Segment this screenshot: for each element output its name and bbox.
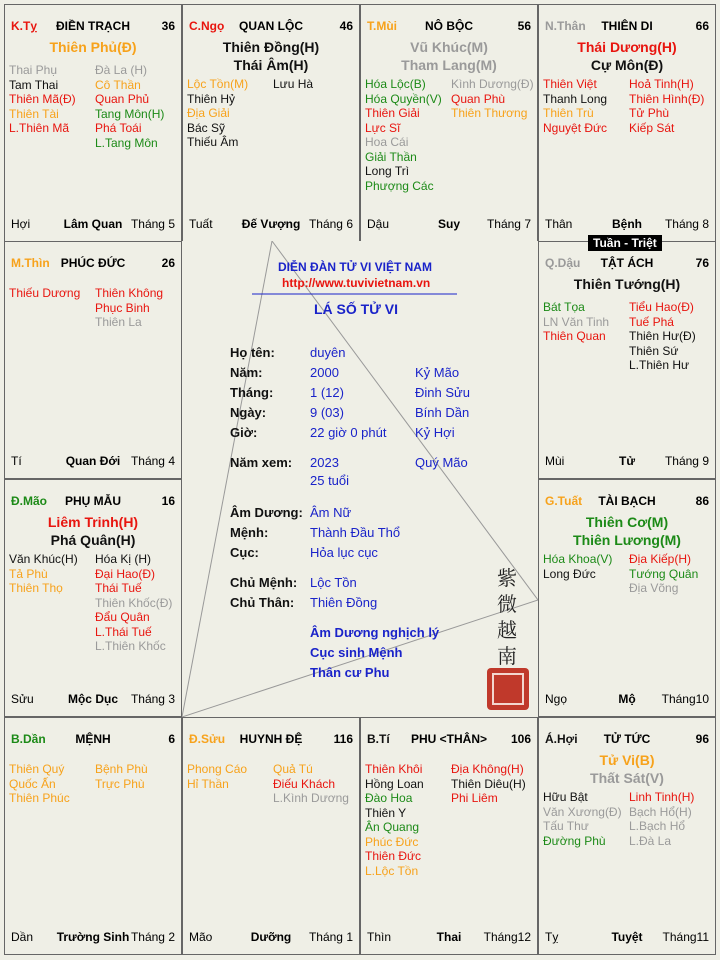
main-stars [361,38,537,74]
month-label: Tháng 3 [130,692,175,706]
palace-name: MỆNH [75,732,111,746]
palace-mui [360,4,538,242]
palace-header [545,256,709,272]
minor-star: Thiên Thọ [9,581,63,595]
info-label: Chủ Thân: [230,595,295,610]
minor-star: L.Kình Dương [273,791,349,805]
main-star: Thái Dương(H) [577,39,677,55]
main-star: Tử Vi(B) [599,752,655,768]
main-star: Thất Sát(V) [590,770,664,786]
age-label: 26 [161,256,175,270]
right-stars [273,77,313,92]
minor-star: Thiên Việt [543,77,597,91]
minor-star: Đào Hoa [365,791,413,805]
info-value: 9 (03) [310,405,344,420]
palace-name: NÔ BỘC [425,19,473,33]
main-star: Thiên Phủ(Đ) [49,39,137,55]
minor-star: L.Thiên Khốc [95,639,166,653]
minor-star: Thiên Tài [9,106,59,121]
main-star: Cự Môn(Đ) [590,57,664,73]
footer-branch: Tí [11,454,22,468]
age-label: 56 [517,19,531,33]
month-label: Tháng 7 [486,217,531,231]
can-chi-label: Á.Hợi [545,732,578,746]
info-value: 22 giờ 0 phút [310,425,387,440]
main-star: Thiên Lương(M) [573,532,681,548]
can-chi-label: M.Thìn [11,256,50,270]
minor-star: Giải Thần [365,149,417,164]
minor-star: Bạch Hổ(H) [629,804,692,819]
minor-star: Thiếu Dương [9,286,81,300]
minor-star: Văn Khúc(H) [9,552,78,566]
minor-star: Trực Phù [95,776,145,791]
minor-star: Thiên Diêu(H) [451,776,526,791]
minor-star: Thiên Quan [543,329,606,343]
main-stars [539,275,715,293]
can-chi-label: B.Dần [11,732,46,746]
age-label: 106 [510,732,531,746]
info-value: Hỏa lục cục [310,545,378,560]
info-value: duyên [310,345,346,360]
palace-hoi [538,717,716,955]
info-value: 1 (12) [310,385,344,400]
minor-star: Kình Dương(Đ) [451,77,534,91]
month-label: Tháng10 [661,692,709,706]
minor-star: L.Lộc Tồn [365,863,419,878]
minor-star: Thiên Đức [365,849,422,863]
info-value: 25 tuổi [310,473,350,488]
minor-star: Địa Không(H) [451,762,524,776]
left-stars [187,77,248,150]
minor-star: Thiếu Âm [187,135,239,149]
truong-sinh-stage: Trường Sinh [56,930,130,944]
minor-star: Tam Thai [9,77,59,92]
minor-star: Tuế Phá [629,314,674,329]
footer-branch: Mùi [545,454,565,468]
right-stars [95,762,148,791]
right-stars [451,762,526,806]
minor-star: Ân Quang [365,820,420,834]
main-star: Liêm Trinh(H) [47,514,139,530]
left-stars [9,286,80,301]
info-label: Họ tên: [230,345,275,360]
vertical-char-2: 微 [497,592,517,616]
palace-footer [11,692,175,706]
info-label: Năm: [230,365,263,380]
minor-star: Phượng Các [365,178,434,193]
minor-star: Tướng Quân [629,566,699,581]
age-label: 96 [695,732,709,746]
left-stars [9,762,70,806]
center-info-panel [182,241,538,717]
minor-star: Đẩu Quân [95,610,150,624]
main-star: Phá Quân(H) [50,532,136,548]
minor-star: Đà La (H) [95,63,148,77]
footer-branch: Dần [11,930,34,944]
minor-star: Hóa Khoa(V) [543,552,613,566]
minor-star: Hoa Cái [365,135,409,149]
footer-branch: Tuất [189,217,213,231]
minor-star: Lưu Hà [273,77,314,91]
month-label: Tháng 4 [130,454,175,468]
palace-ti [360,717,538,955]
palace-than [538,4,716,242]
note-1: Âm Dương nghịch lý [310,625,440,640]
minor-star: Thiên Trù [543,106,594,120]
minor-star: Thiên Hỷ [187,91,236,106]
left-stars [543,790,622,848]
minor-star: Linh Tinh(H) [629,790,695,804]
minor-star: Thanh Long [543,91,608,106]
palace-thin [4,241,182,479]
truong-sinh-stage: Mộ [618,692,636,706]
right-stars [629,77,704,135]
minor-star: Địa Kiếp(H) [629,552,692,566]
info-can-chi: Quý Mão [415,455,468,470]
palace-footer [11,217,175,231]
info-value: Thiên Đồng [310,595,378,610]
left-stars [9,63,76,136]
main-star: Tham Lang(M) [401,57,497,73]
palace-name: PHỤ MẪU [65,494,121,508]
palace-tuat [538,479,716,717]
info-label: Năm xem: [230,455,293,470]
truong-sinh-stage: Suy [437,217,460,231]
minor-star: Quan Phù [451,91,506,106]
palace-footer [11,930,175,944]
minor-star: Lộc Tồn(M) [187,77,249,91]
palace-header [11,732,175,748]
vertical-char-1: 紫 [497,566,517,590]
main-stars [539,751,715,787]
main-stars [183,38,359,74]
footer-branch: Mão [189,930,213,944]
main-stars [539,38,715,74]
minor-star: Địa Giải [187,106,230,120]
palace-dau [538,241,716,479]
palace-name: HUYNH ĐỆ [239,732,303,746]
main-stars [539,513,715,549]
minor-star: Hóa Lộc(B) [365,77,426,91]
palace-footer [367,217,531,231]
minor-star: Thiên Mã(Đ) [9,92,76,106]
minor-star: Tả Phù [9,566,48,581]
main-stars [5,38,181,56]
age-label: 6 [168,732,175,746]
truong-sinh-stage: Mộc Dục [67,692,118,706]
note-2: Cục sinh Mệnh [310,645,403,660]
forum-name: DIỄN ĐÀN TỬ VI VIỆT NAM [278,260,432,274]
footer-branch: Tỵ [545,930,559,944]
minor-star: Thiên Quý [9,762,65,776]
palace-header [367,732,531,748]
month-label: Tháng 2 [130,930,175,944]
age-label: 116 [333,732,353,746]
minor-star: Thiên Giải [365,106,420,120]
minor-star: Văn Xương(Đ) [543,804,622,819]
minor-star: Thiên Hình(Đ) [629,91,705,106]
palace-footer [11,454,175,468]
left-stars [365,762,424,878]
info-value: Âm Nữ [310,505,352,520]
info-label: Ngày: [230,405,267,420]
can-chi-label: B.Tí [367,732,390,746]
month-label: Tháng 8 [664,217,709,231]
minor-star: Hỉ Thần [187,776,229,791]
can-chi-label: G.Tuất [545,494,583,508]
truong-sinh-stage: Tử [618,454,636,468]
minor-star: Tấu Thư [543,819,589,833]
info-label: Tháng: [230,385,274,400]
right-stars [629,300,696,373]
truong-sinh-stage: Quan Đới [65,454,121,468]
age-label: 16 [161,494,175,508]
minor-star: Long Đức [543,566,596,581]
red-seal-stamp [487,668,529,710]
minor-star: Thiên Y [365,805,407,820]
month-label: Tháng 6 [308,217,353,231]
minor-star: Bác Sỹ [187,120,226,135]
palace-header [189,19,353,35]
minor-star: Phúc Đức [365,834,419,849]
info-label: Cục: [230,545,259,560]
right-stars [95,63,164,150]
minor-star: LN Văn Tinh [543,314,610,329]
month-label: Tháng 5 [130,217,175,231]
minor-star: Thiên Khôi [365,762,423,776]
footer-branch: Thân [545,217,573,231]
truong-sinh-stage: Dưỡng [250,930,292,944]
age-label: 86 [695,494,709,508]
info-label: Âm Dương: [230,505,303,520]
footer-branch: Sửu [11,692,34,706]
minor-star: Điếu Khách [273,776,336,791]
truong-sinh-stage: Đế Vượng [241,217,301,231]
info-can-chi: Kỷ Mão [415,365,460,380]
palace-footer [545,930,709,944]
palace-header [11,256,175,272]
can-chi-label: Đ.Sửu [189,732,226,746]
minor-star: Tiểu Hao(Đ) [629,300,694,314]
left-stars [187,762,247,791]
minor-star: Quan Phủ [95,92,150,106]
age-label: 46 [339,19,353,33]
info-label: Mệnh: [230,525,269,540]
month-label: Tháng11 [662,930,709,944]
palace-ty [4,4,182,242]
can-chi-label: Q.Dậu [545,256,581,270]
month-label: Tháng 9 [664,454,709,468]
can-chi-label: C.Ngọ [189,19,225,33]
minor-star: Đại Hao(Đ) [95,566,156,581]
info-label: Giờ: [230,425,258,440]
info-label: Chủ Mệnh: [230,575,298,590]
info-can-chi: Đinh Sửu [415,385,470,400]
info-can-chi: Kỷ Hợi [415,425,455,440]
minor-star: Nguyệt Đức [543,120,608,135]
main-star: Thiên Cơ(M) [585,514,669,530]
note-3: Thân cư Phu [310,665,390,680]
left-stars [9,552,78,596]
left-stars [543,77,607,135]
info-can-chi: Bính Dần [415,405,470,420]
minor-star: Hồng Loan [365,776,424,791]
chart-title: LÁ SỐ TỬ VI [314,301,398,317]
main-star: Vũ Khúc(M) [410,39,488,55]
palace-footer [367,930,531,944]
palace-name: PHU <THÂN> [410,732,487,746]
minor-star: L.Thái Tuế [95,624,152,639]
main-star: Thiên Đồng(H) [222,39,320,55]
right-stars [95,286,163,330]
main-stars [5,513,181,549]
minor-star: Thiên Hư(Đ) [629,329,696,343]
info-value: 2023 [310,455,339,470]
minor-star: Hữu Bật [543,790,588,804]
minor-star: Quả Tú [273,762,313,776]
truong-sinh-stage: Tuyệt [611,930,643,944]
left-stars [543,300,609,344]
footer-branch: Hợi [11,217,31,231]
minor-star: Đường Phù [543,833,606,848]
minor-star: Thiên Khốc(Đ) [95,595,173,610]
tuan-triet-badge: Tuần - Triệt [588,235,662,251]
minor-star: Thiên Thương [451,106,528,120]
left-stars [365,77,442,193]
vertical-char-4: 南 [497,644,517,668]
palace-name: THIÊN DI [601,19,653,33]
minor-star: Thái Tuế [95,581,142,595]
minor-star: L.Đà La [629,833,672,848]
minor-star: Phá Toái [95,121,142,135]
minor-star: Cô Thần [95,77,141,92]
truong-sinh-stage: Bệnh [612,217,642,231]
palace-header [189,732,353,748]
palace-name: TÀI BẠCH [598,494,656,508]
palace-header [11,19,175,35]
palace-footer [189,930,353,944]
forum-url[interactable]: http://www.tuvivietnam.vn [282,276,431,290]
minor-star: Thiên Sứ [629,343,679,358]
palace-name: ĐIỀN TRẠCH [56,19,130,33]
palace-header [545,732,709,748]
right-stars [451,77,534,121]
can-chi-label: Đ.Mão [11,494,47,508]
minor-star: Long Trì [365,164,410,178]
month-label: Tháng 1 [308,930,353,944]
minor-star: Bệnh Phù [95,762,148,776]
palace-name: TẬT ÁCH [600,256,654,270]
right-stars [273,762,349,806]
minor-star: Hóa Kị (H) [95,552,152,566]
minor-star: Hoả Tinh(H) [629,77,694,91]
can-chi-label: N.Thân [545,19,586,33]
palace-header [367,19,531,35]
palace-name: QUAN LỘC [239,19,303,33]
truong-sinh-stage: Lâm Quan [63,217,123,231]
info-value: Lộc Tồn [310,575,357,590]
palace-dan [4,717,182,955]
minor-star: Phi Liêm [451,791,498,805]
palace-mao [4,479,182,717]
month-label: Tháng12 [483,930,531,944]
palace-footer [545,454,709,468]
minor-star: Phong Cáo [187,762,248,776]
palace-header [545,494,709,510]
minor-star: Bát Tọa [543,300,585,314]
can-chi-label: T.Mùi [367,19,397,33]
info-value: Thành Đầu Thổ [310,525,401,540]
minor-star: Địa Võng [629,581,679,595]
palace-header [11,494,175,510]
footer-branch: Thìn [367,930,392,944]
minor-star: Lực Sĩ [365,120,401,135]
info-value: 2000 [310,365,339,380]
truong-sinh-stage: Thai [436,930,462,944]
minor-star: Quốc Ấn [9,776,56,791]
minor-star: Thiên Phúc [9,791,70,805]
minor-star: L.Thiên Mã [9,121,70,135]
palace-footer [545,692,709,706]
palace-ngo [182,4,360,242]
minor-star: L.Tang Môn [95,135,158,150]
age-label: 76 [695,256,709,270]
right-stars [95,552,172,654]
main-star: Thiên Tướng(H) [573,276,681,292]
left-stars [543,552,612,581]
minor-star: Tử Phù [629,106,670,120]
palace-name: PHÚC ĐỨC [60,256,126,270]
footer-branch: Dậu [367,217,390,231]
minor-star: L.Bạch Hổ [629,819,686,833]
minor-star: Tang Môn(H) [95,106,165,121]
palace-name: TỬ TỨC [603,732,651,746]
age-label: 66 [695,19,709,33]
right-stars [629,790,694,848]
can-chi-label: K.Tỵ [11,19,38,33]
minor-star: Kiếp Sát [629,120,675,135]
right-stars [629,552,698,596]
minor-star: Thiên Không [95,286,164,300]
main-star: Thái Âm(H) [233,57,309,73]
footer-branch: Ngọ [545,692,568,706]
palace-header [545,19,709,35]
minor-star: Hóa Quyền(V) [365,91,442,106]
palace-footer [189,217,353,231]
palace-footer [545,217,709,231]
minor-star: Phục Binh [95,300,150,315]
vertical-char-3: 越 [497,618,517,642]
palace-suu [182,717,360,955]
minor-star: Thiên La [95,315,142,329]
minor-star: L.Thiên Hư [629,358,690,372]
age-label: 36 [161,19,175,33]
minor-star: Thai Phụ [9,63,58,77]
